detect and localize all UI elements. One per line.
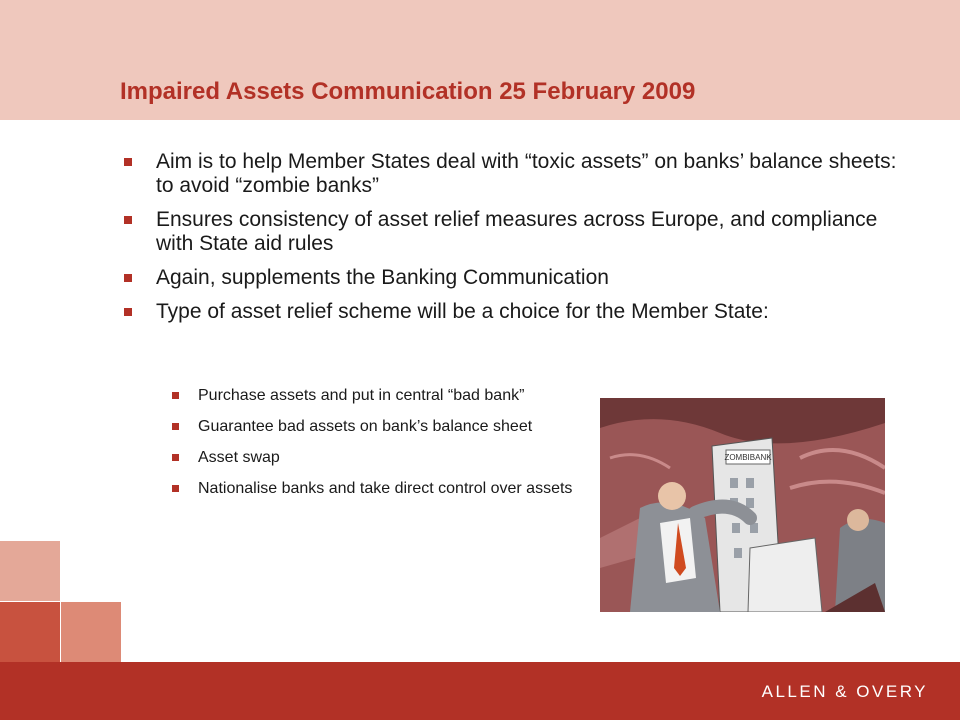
sub-bullet-item: Asset swap	[164, 442, 584, 473]
allen-overy-logo: ALLEN & OVERY	[761, 682, 928, 701]
sub-bullet-item: Nationalise banks and take direct control over assets	[164, 473, 584, 504]
bullet-item: Aim is to help Member States deal with “toxic assets” on banks’ balance sheets: to avoid “zombie banks”	[120, 150, 900, 198]
decor-square	[0, 602, 60, 662]
cartoon-illustration	[600, 398, 885, 612]
sub-bullet-item: Guarantee bad assets on bank’s balance sheet	[164, 411, 584, 442]
bullet-item: Ensures consistency of asset relief measures across Europe, and compliance with State aid rules	[120, 208, 900, 256]
zombie-bank-sign: ZOMBIBANK	[724, 453, 772, 462]
bullet-list	[120, 150, 900, 334]
footer-band	[0, 662, 960, 720]
zombie-bank-cartoon	[600, 398, 885, 612]
decor-square	[61, 602, 121, 662]
decor-square	[0, 541, 60, 601]
bullet-item: Again, supplements the Banking Communication	[120, 266, 900, 290]
sub-bullet-item: Purchase assets and put in central “bad bank”	[164, 380, 584, 411]
slide-title: Impaired Assets Communication 25 February 2009	[120, 78, 696, 105]
bullet-item: Type of asset relief scheme will be a choice for the Member State:	[120, 300, 900, 324]
sub-bullet-list	[164, 380, 584, 504]
